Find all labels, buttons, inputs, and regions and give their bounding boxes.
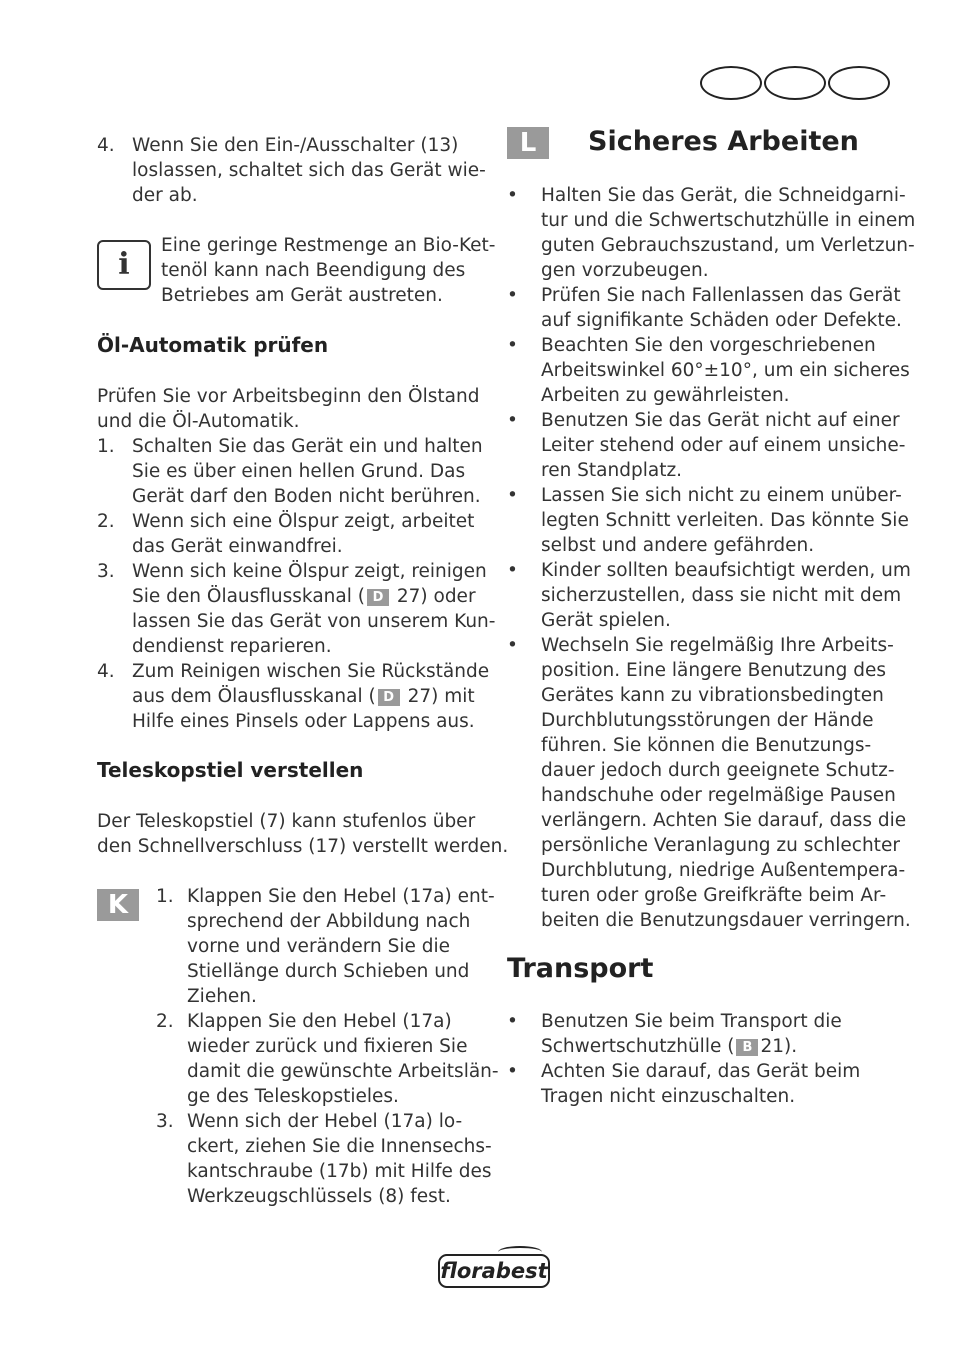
language-ovals	[700, 66, 890, 100]
section-badge-l: L	[507, 127, 549, 159]
oel-steps-list	[97, 434, 496, 734]
sicheres-arbeiten-heading: Sicheres Arbeiten	[588, 126, 859, 157]
list-item: • Halten Sie das Gerät, die Schneidgarni- tur und die Schwertschutzhülle in einem guten Gebrauchszustand, um Verletzun- gen vorzubeugen.	[507, 185, 916, 281]
info-icon: i	[97, 240, 151, 290]
transport-list	[507, 1009, 897, 1109]
safety-list	[507, 183, 916, 933]
list-item: 1. Schalten Sie das Gerät ein und halten Sie es über einen hellen Grund. Das Gerät darf den Boden nicht berühren.	[97, 436, 483, 507]
florabest-logo: florabest	[438, 1246, 550, 1288]
section-badge-k: K	[97, 889, 139, 921]
list-item: • Achten Sie darauf, das Gerät beim Tragen nicht einzuschalten.	[507, 1061, 861, 1107]
list-item: 2. Klappen Sie den Hebel (17a) wieder zurück und fixieren Sie damit die gewünschte Arbeitslän- ge des Teleskopstieles.	[156, 1011, 499, 1107]
figure-ref-b: B	[736, 1039, 758, 1056]
figure-ref-d: D	[367, 589, 389, 606]
tele-intro: Der Teleskopstiel (7) kann stufenlos über den Schnellverschluss (17) verstellt werden.	[97, 811, 509, 857]
oval-1	[700, 66, 762, 100]
list-item: • Lassen Sie sich nicht zu einem unüber- legten Schnitt verleiten. Das könnte Sie selbst und andere gefährden.	[507, 485, 909, 556]
oel-automatik-heading: Öl-Automatik prüfen	[97, 333, 329, 357]
list-item: • Prüfen Sie nach Fallenlassen das Gerät auf signifikante Schäden oder Defekte.	[507, 285, 902, 331]
teleskopstiel-heading: Teleskopstiel verstellen	[97, 758, 364, 782]
list-item: 3. Wenn sich keine Ölspur zeigt, reinigen Sie den Ölausflusskanal ( D 27) oder lassen Sie das Gerät von unserem Kun- dendienst reparieren.	[97, 561, 496, 657]
figure-ref-d: D	[378, 689, 400, 706]
list-item: • Benutzen Sie das Gerät nicht auf einer Leiter stehend oder auf einem unsiche- ren Standplatz.	[507, 410, 906, 481]
list-item: 2. Wenn sich eine Ölspur zeigt, arbeitet das Gerät einwandfrei.	[97, 511, 475, 557]
step-4-top: 4. Wenn Sie den Ein-/Ausschalter (13) loslassen, schaltet sich das Gerät wie- der ab.	[97, 135, 486, 206]
info-note: Eine geringe Restmenge an Bio-Ket- tenöl kann nach Beendigung des Betriebes am Gerät austreten.	[161, 235, 496, 306]
oel-intro: Prüfen Sie vor Arbeitsbeginn den Ölstand und die Öl-Automatik.	[97, 386, 480, 432]
oval-3	[828, 66, 890, 100]
list-item: • Wechseln Sie regelmäßig Ihre Arbeits- position. Eine längere Benutzung des Gerätes kann zu vibrationsbedingten Durchblutungsstörungen der Hände führen. Sie können die Benutzungs- dauer jedoch durch geeignete Schutz- handschuhe oder regelmäßige Pausen verlängern. Achten Sie darauf, dass die persönliche Veranlagung zu schlechter Durchblutung, niedrige Außentempera- turen oder große Greifkräfte beim Ar- beiten die Benutzungsdauer verringern.	[507, 635, 911, 931]
list-item: 4. Zum Reinigen wischen Sie Rückstände aus dem Ölausflusskanal ( D 27) mit Hilfe eines Pinsels oder Lappens aus.	[97, 661, 490, 732]
tele-steps-list	[156, 884, 499, 1209]
list-item: • Kinder sollten beaufsichtigt werden, um sicherzustellen, dass sie nicht mit dem Gerät spielen.	[507, 560, 911, 631]
list-item: 1. Klappen Sie den Hebel (17a) ent- sprechend der Abbildung nach vorne und verändern Sie die Stiellänge durch Schieben und Ziehen.	[156, 886, 495, 1007]
list-item: • Benutzen Sie beim Transport die Schwertschutzhülle ( B 21).	[507, 1011, 842, 1057]
oval-2	[764, 66, 826, 100]
transport-heading: Transport	[507, 953, 654, 984]
list-item: • Beachten Sie den vorgeschriebenen Arbeitswinkel 60°±10°, um ein sicheres Arbeiten zu gewährleisten.	[507, 335, 910, 406]
list-item: 3. Wenn sich der Hebel (17a) lo- ckert, ziehen Sie die Innensechs- kantschraube (17b) mit Hilfe des Werkzeugschlüssels (8) fest.	[156, 1111, 492, 1207]
